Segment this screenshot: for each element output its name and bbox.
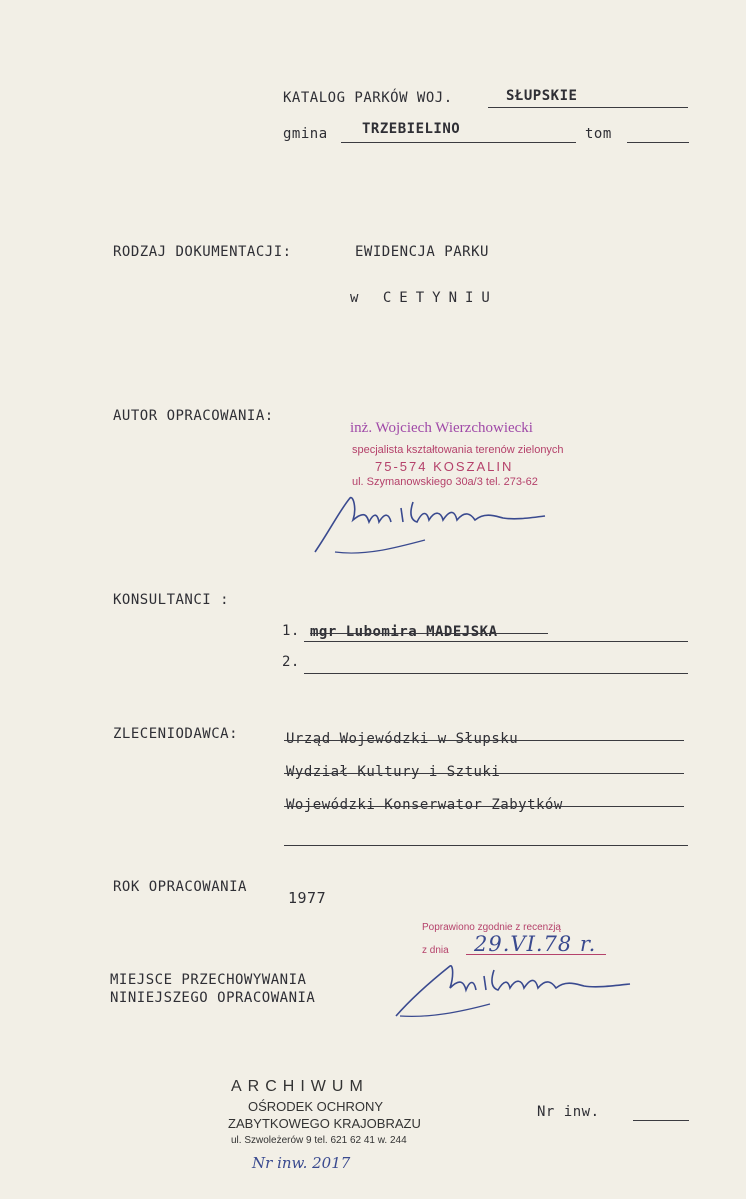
correction-signature-icon <box>390 960 640 1020</box>
consultant-1-underline <box>304 641 688 642</box>
author-stamp-address: ul. Szymanowskiego 30a/3 tel. 273-62 <box>352 476 538 488</box>
documentation-type: EWIDENCJA PARKU <box>355 244 489 260</box>
correction-stamp-label: Poprawiono zgodnie z recenzją <box>422 922 561 933</box>
correction-date-underline <box>466 954 606 955</box>
correction-date-label: z dnia <box>422 945 449 956</box>
client-line-3-strikethrough <box>284 806 684 807</box>
author-stamp-role: specjalista kształtowania terenów zielonych <box>352 444 564 456</box>
archive-line-3: ul. Szwoleżerów 9 tel. 621 62 41 w. 244 <box>231 1135 407 1146</box>
voivodeship-underline <box>488 107 688 108</box>
storage-line-1: MIEJSCE PRZECHOWYWANIA <box>110 972 307 988</box>
client-label: ZLECENIODAWCA: <box>113 726 239 742</box>
consultant-2-underline <box>304 673 688 674</box>
client-line-3: Wojewódzki Konserwator Zabytków <box>286 797 563 813</box>
tom-underline <box>627 142 689 143</box>
consultants-label: KONSULTANCI : <box>113 592 230 608</box>
year-value: 1977 <box>288 889 327 907</box>
year-label: ROK OPRACOWANIA <box>113 879 247 895</box>
author-label: AUTOR OPRACOWANIA: <box>113 408 274 424</box>
client-line-1-strikethrough <box>284 740 684 741</box>
client-blank-underline <box>284 845 688 846</box>
tom-label: tom <box>585 126 612 142</box>
client-line-2: Wydział Kultury i Sztuki <box>286 764 501 780</box>
archive-line-1: OŚRODEK OCHRONY <box>248 1099 384 1114</box>
inventory-label: Nr inw. <box>537 1104 600 1120</box>
consultant-1-strikethrough <box>310 633 548 634</box>
gmina-value: TRZEBIELINO <box>362 121 461 137</box>
correction-date-value: 29.VI.78 r. <box>474 932 597 956</box>
archive-handwritten-number: Nr inw. 2017 <box>252 1154 351 1172</box>
author-stamp-name: inż. Wojciech Wierzchowiecki <box>350 420 533 436</box>
inventory-underline <box>633 1120 689 1121</box>
consultant-1-number: 1. <box>282 623 300 639</box>
consultant-1-name: mgr Lubomira MADEJSKA <box>310 624 498 640</box>
client-line-2-strikethrough <box>284 773 684 774</box>
voivodeship-value: SŁUPSKIE <box>506 88 578 104</box>
catalog-label: KATALOG PARKÓW WOJ. <box>283 90 453 106</box>
archive-line-2: ZABYTKOWEGO KRAJOBRAZU <box>228 1116 421 1131</box>
author-signature-icon <box>305 490 555 560</box>
documentation-location: w CETYNIU <box>350 290 498 306</box>
archive-title: ARCHIWUM <box>231 1078 369 1095</box>
gmina-underline <box>341 142 576 143</box>
documentation-label: RODZAJ DOKUMENTACJI: <box>113 244 292 260</box>
consultant-2-number: 2. <box>282 654 300 670</box>
storage-line-2: NINIEJSZEGO OPRACOWANIA <box>110 990 316 1006</box>
gmina-label: gmina <box>283 126 328 142</box>
client-line-1: Urząd Wojewódzki w Słupsku <box>286 731 519 747</box>
author-stamp-city: 75-574 KOSZALIN <box>375 459 514 474</box>
